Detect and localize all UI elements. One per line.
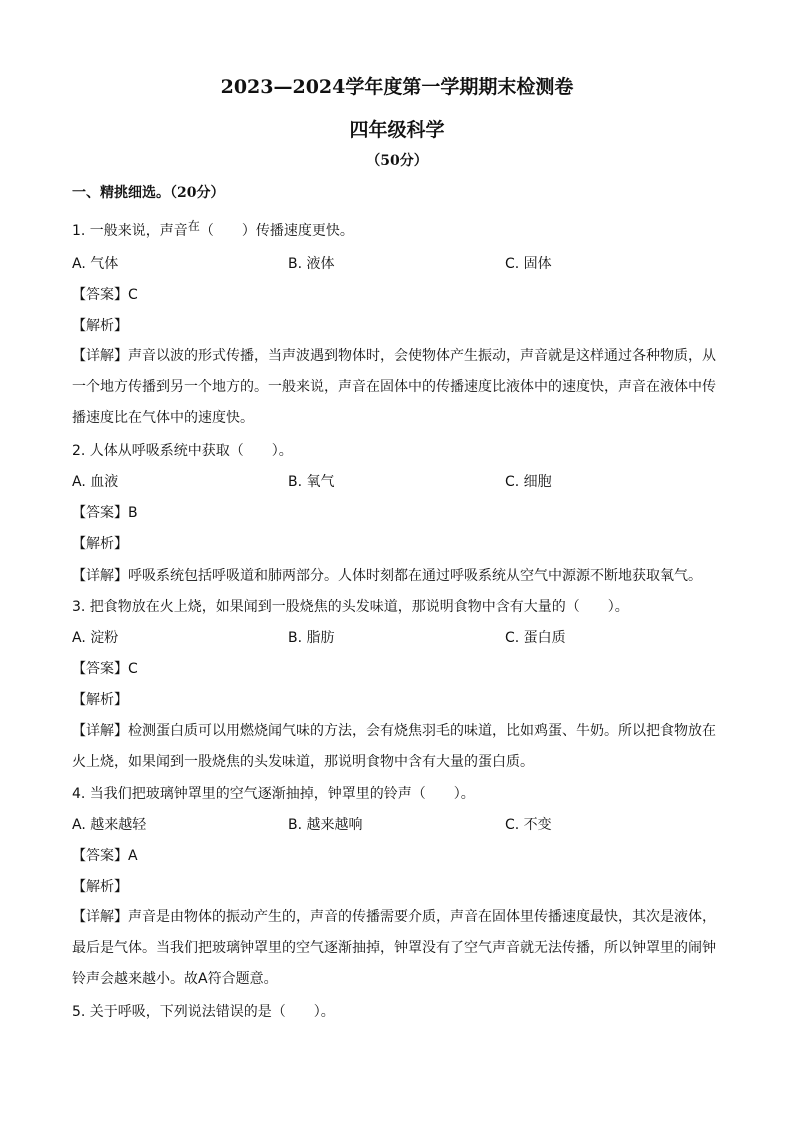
option-a: A. 气体 xyxy=(72,256,119,272)
answer-label: 【答案】B xyxy=(72,505,138,521)
analysis-label: 【解析】 xyxy=(72,692,128,708)
detail-text: 【详解】声音是由物体的振动产生的，声音的传播需要介质，声音在固体里传播速度最快，其次是液体，最后是气体。当我们把玻璃钟罩里的空气逐渐抽掉，钟罩没有了空气声音就无法传播，所以钟罩里的闹钟铃声会越来越小。故A符合题意。 xyxy=(72,909,716,987)
section-title: 一、精挑细选。（20分） xyxy=(72,185,225,201)
answer-label: 【答案】A xyxy=(72,848,138,864)
option-c: C. 固体 xyxy=(505,256,552,272)
detail-text: 【详解】声音以波的形式传播，当声波遇到物体时，会使物体产生振动，声音就是这样通过各种物质，从一个地方传播到另一个地方的。一般来说，声音在固体中的传播速度比液体中的速度快，声音在液体中传播速度比在气体中的速度快。 xyxy=(72,348,716,426)
answer-label: 【答案】C xyxy=(72,287,138,303)
option-b: B. 脂肪 xyxy=(288,630,335,646)
analysis-label: 【解析】 xyxy=(72,879,128,895)
question-stem: 4. 当我们把玻璃钟罩里的空气逐渐抽掉，钟罩里的铃声（ ）。 xyxy=(72,786,475,802)
question-stem-part: （ ）传播速度更快。 xyxy=(199,223,354,239)
option-a: A. 淀粉 xyxy=(72,630,119,646)
option-b: B. 液体 xyxy=(288,256,335,272)
analysis-label: 【解析】 xyxy=(72,318,128,334)
analysis-label: 【解析】 xyxy=(72,536,128,552)
detail-text: 【详解】检测蛋白质可以用燃烧闻气味的方法，会有烧焦羽毛的味道，比如鸡蛋、牛奶。所以把食物放在火上烧，如果闻到一股烧焦的头发味道，那说明食物中含有大量的蛋白质。 xyxy=(72,723,716,770)
question-stem: 3. 把食物放在火上烧，如果闻到一股烧焦的头发味道，那说明食物中含有大量的（ ）。 xyxy=(72,599,629,615)
exam-subtitle: 四年级科学 xyxy=(349,119,445,141)
option-a: A. 越来越轻 xyxy=(72,817,147,833)
exam-title: 2023—2024学年度第一学期期末检测卷 xyxy=(220,76,574,98)
exam-score: （50分） xyxy=(366,153,428,169)
answer-label: 【答案】C xyxy=(72,661,138,677)
option-c: C. 不变 xyxy=(505,817,552,833)
option-b: B. 氧气 xyxy=(288,474,335,490)
option-a: A. 血液 xyxy=(72,474,119,490)
question-stem-part: 1. 一般来说，声音 xyxy=(72,223,188,239)
question-stem: 2. 人体从呼吸系统中获取（ ）。 xyxy=(72,443,293,459)
question-stem xyxy=(72,221,722,241)
option-c: C. 蛋白质 xyxy=(505,630,566,646)
detail-text: 【详解】呼吸系统包括呼吸道和肺两部分。人体时刻都在通过呼吸系统从空气中源源不断地获取氧气。 xyxy=(72,568,702,584)
option-b: B. 越来越响 xyxy=(288,817,363,833)
question-stem: 5. 关于呼吸，下列说法错误的是（ ）。 xyxy=(72,1004,335,1020)
option-c: C. 细胞 xyxy=(505,474,552,490)
question-stem-superscript: 在 xyxy=(187,219,200,233)
